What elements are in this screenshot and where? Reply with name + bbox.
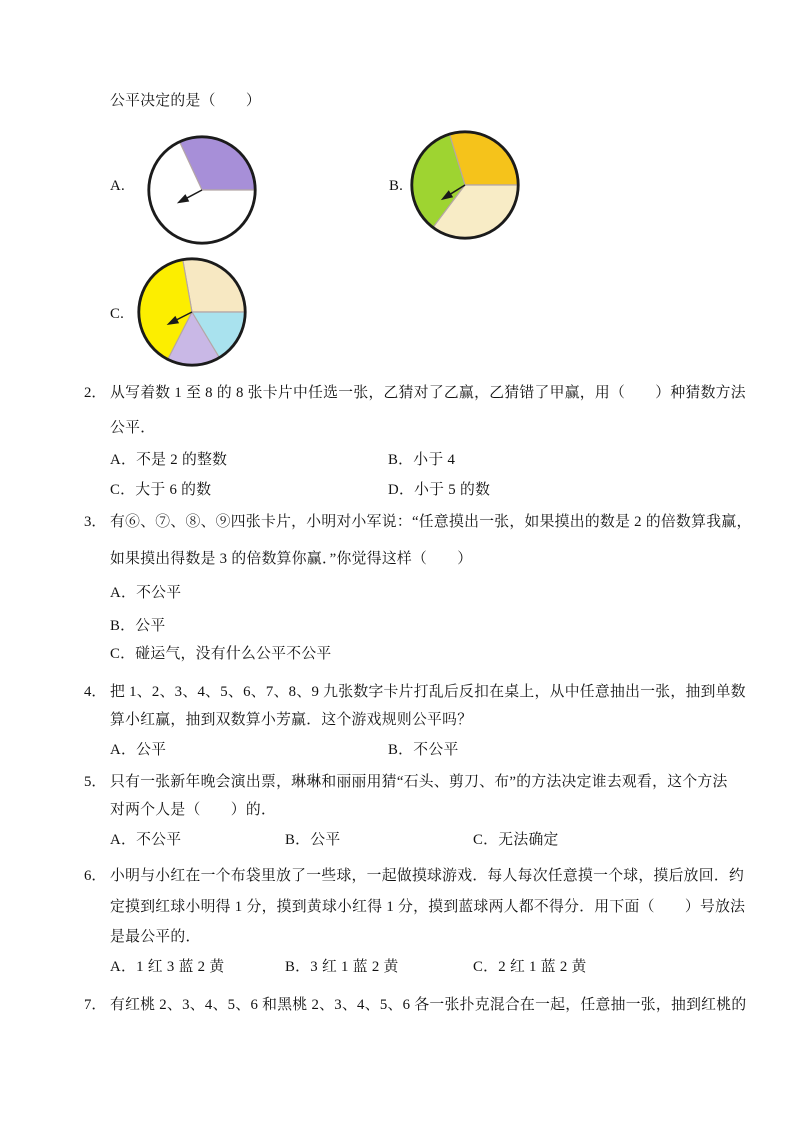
question-2-text-line-2: 公平． bbox=[110, 420, 156, 436]
spinner-b-svg bbox=[408, 128, 522, 242]
spinner-a-wheel-image bbox=[145, 133, 259, 247]
question-6-option-c: C．2 红 1 蓝 2 黄 bbox=[473, 959, 587, 975]
question-1-choice-c-label: C. bbox=[110, 306, 125, 322]
question-6-text-line-3: 是最公平的． bbox=[110, 929, 201, 945]
question-5-option-c: C．无法确定 bbox=[473, 832, 559, 848]
question-3-text-line-1: 有⑥、⑦、⑧、⑨四张卡片，小明对小军说：“任意摸出一张，如果摸出的数是 2 的倍数算我赢， bbox=[110, 514, 752, 530]
question-1-prompt-tail: 公平决定的是（ ） bbox=[110, 93, 261, 109]
question-3-number: 3． bbox=[84, 514, 107, 530]
question-6-text-line-1: 小明与小红在一个布袋里放了一些球，一起做摸球游戏．每人每次任意摸一个球，摸后放回．约 bbox=[110, 868, 745, 884]
question-2-option-a: A．不是 2 的整数 bbox=[110, 452, 228, 468]
question-6-option-a: A．1 红 3 蓝 2 黄 bbox=[110, 959, 225, 975]
spinner-a-svg bbox=[145, 133, 259, 247]
question-5-text-line-1: 只有一张新年晚会演出票，琳琳和丽丽用猜“石头、剪刀、布”的方法决定谁去观看，这个方法 bbox=[110, 774, 728, 790]
question-5-option-a: A．不公平 bbox=[110, 832, 182, 848]
question-6-number: 6． bbox=[84, 868, 107, 884]
question-2-option-b: B．小于 4 bbox=[388, 452, 456, 468]
question-3-option-b: B．公平 bbox=[110, 618, 166, 634]
question-6-option-b: B．3 红 1 蓝 2 黄 bbox=[285, 959, 399, 975]
question-4-text-line-2: 算小红赢，抽到双数算小芳赢．这个游戏规则公平吗？ bbox=[110, 712, 473, 728]
question-5-text-line-2: 对两个人是（ ）的． bbox=[110, 802, 277, 818]
question-2-number: 2． bbox=[84, 385, 107, 401]
question-2-text-line-1: 从写着数 1 至 8 的 8 张卡片中任选一张，乙猜对了乙赢，乙猜错了甲赢，用（ ）种猜数方法 bbox=[110, 385, 746, 401]
question-1-choice-b-label: B. bbox=[389, 178, 404, 194]
spinner-c-svg bbox=[135, 255, 249, 369]
question-5-option-b: B．公平 bbox=[285, 832, 341, 848]
question-3-option-c: C．碰运气，没有什么公平不公平 bbox=[110, 646, 332, 662]
question-2-option-c: C．大于 6 的数 bbox=[110, 482, 212, 498]
question-3-option-a: A．不公平 bbox=[110, 585, 182, 601]
spinner-c-segment bbox=[183, 259, 245, 312]
spinner-b-wheel-image bbox=[408, 128, 522, 242]
question-1-choice-a-label: A. bbox=[110, 178, 125, 194]
question-5-number: 5． bbox=[84, 774, 107, 790]
spinner-c-wheel-image bbox=[135, 255, 249, 369]
question-7-number: 7． bbox=[84, 997, 107, 1013]
question-4-option-a: A．公平 bbox=[110, 742, 167, 758]
question-4-text-line-1: 把 1、2、3、4、5、6、7、8、9 九张数字卡片打乱后反扣在桌上，从中任意抽出一张，抽到单数 bbox=[110, 684, 746, 700]
question-2-option-d: D．小于 5 的数 bbox=[388, 482, 491, 498]
question-7-text-line-1: 有红桃 2、3、4、5、6 和黑桃 2、3、4、5、6 各一张扑克混合在一起，任意抽一张，抽到红桃的 bbox=[110, 997, 747, 1013]
question-4-option-b: B．不公平 bbox=[388, 742, 459, 758]
question-4-number: 4． bbox=[84, 684, 107, 700]
question-3-text-line-2: 如果摸出得数是 3 的倍数算你赢．”你觉得这样（ ） bbox=[110, 551, 473, 567]
question-6-text-line-2: 定摸到红球小明得 1 分，摸到黄球小红得 1 分，摸到蓝球两人都不得分．用下面（ ）号放法 bbox=[110, 899, 746, 915]
